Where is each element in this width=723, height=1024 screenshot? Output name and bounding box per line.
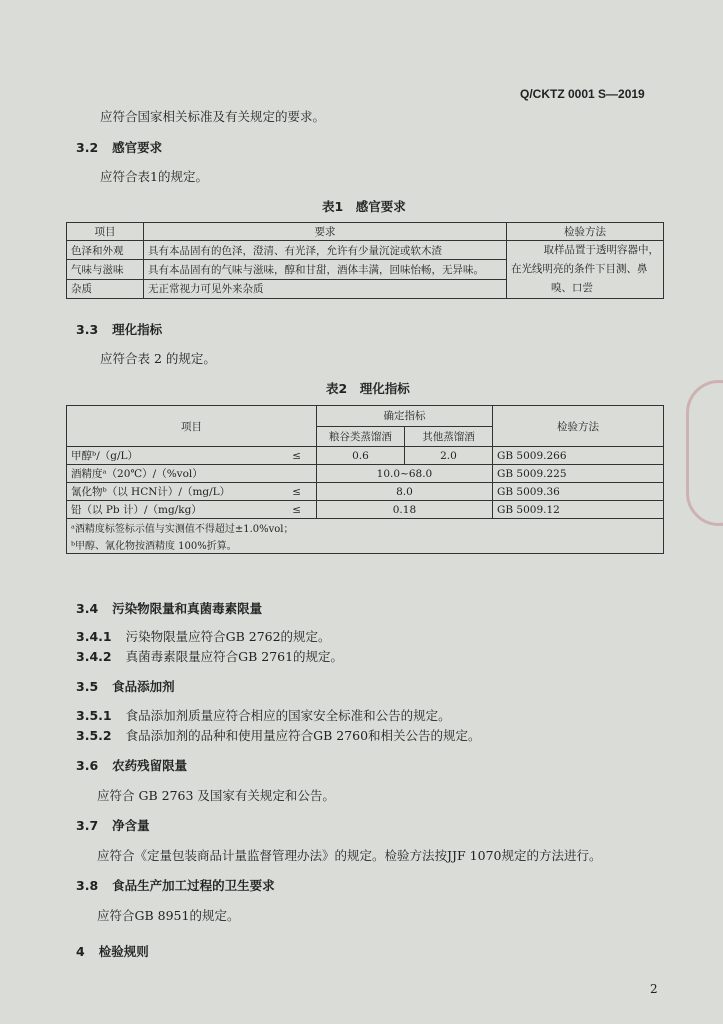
paragraph: 应符合表1的规定。 — [100, 169, 208, 184]
table-cell: 气味与滋味 — [67, 260, 144, 279]
table-cell: 甲醇ᵇ/（g/L） — [67, 447, 278, 465]
section-heading-4: 4 检验规则 — [76, 944, 149, 959]
table-header: 其他蒸馏酒 — [404, 426, 492, 447]
clause-3-4-2: 3.4.2 真菌毒素限量应符合GB 2761的规定。 — [76, 649, 344, 664]
clause-3-4-1: 3.4.1 污染物限量应符合GB 2762的规定。 — [76, 629, 331, 644]
table-cell: GB 5009.225 — [492, 465, 663, 483]
table-header: 项目 — [67, 406, 317, 447]
table-row — [67, 501, 664, 519]
table-note — [67, 519, 664, 537]
footnote-b: ᵇ甲醇、氰化物按酒精度 100%折算。 — [67, 536, 664, 554]
paragraph: 应符合GB 8951的规定。 — [97, 908, 240, 923]
section-heading-3-7: 3.7 净含量 — [76, 818, 150, 833]
table-cell-method: 取样品置于透明容器中， 在光线明亮的条件下目测、鼻 嗅、口尝 — [507, 241, 664, 299]
table-cell: 无正常视力可见外来杂质 — [144, 279, 507, 298]
table-cell: GB 5009.12 — [492, 501, 663, 519]
section-heading-3-3: 3.3 理化指标 — [76, 322, 163, 337]
table-header: 要求 — [144, 223, 507, 241]
footnote-a: ᵃ酒精度标签标示值与实测值不得超过±1.0%vol； — [67, 519, 664, 537]
table-header: 检验方法 — [507, 223, 664, 241]
table-cell: ≤ — [277, 483, 316, 501]
table-cell — [277, 465, 316, 483]
table-header: 确定指标 — [316, 406, 492, 427]
table-cell: 具有本品固有的色泽，澄清、有光泽，允许有少量沉淀或软木渣 — [144, 241, 507, 260]
paragraph: 应符合国家相关标准及有关规定的要求。 — [100, 109, 326, 124]
clause-3-5-1: 3.5.1 食品添加剂质量应符合相应的国家安全标准和公告的规定。 — [76, 708, 451, 723]
table-header: 检验方法 — [492, 406, 663, 447]
document-number: Q/CKTZ 0001 S—2019 — [520, 87, 645, 101]
table-cell: 酒精度ᵃ（20℃）/（%vol） — [67, 465, 278, 483]
paragraph: 应符合表 2 的规定。 — [100, 351, 216, 366]
table2-caption: 表2 理化指标 — [326, 381, 410, 396]
clause-3-5-2: 3.5.2 食品添加剂的品种和使用量应符合GB 2760和相关公告的规定。 — [76, 728, 481, 743]
table-row — [67, 241, 664, 260]
table-row — [67, 447, 664, 465]
paragraph: 应符合《定量包装商品计量监督管理办法》的规定。检验方法按JJF 1070规定的方法进行。 — [97, 848, 602, 863]
table-cell: 0.6 — [316, 447, 404, 465]
table-cell: ≤ — [277, 447, 316, 465]
table-cell: GB 5009.266 — [492, 447, 663, 465]
table-cell: GB 5009.36 — [492, 483, 663, 501]
table-row — [67, 465, 664, 483]
section-heading-3-5: 3.5 食品添加剂 — [76, 679, 175, 694]
table-2 — [66, 405, 664, 554]
paragraph: 应符合 GB 2763 及国家有关规定和公告。 — [97, 788, 335, 803]
table-cell: 铅（以 Pb 计）/（mg/kg） — [67, 501, 278, 519]
table-header: 粮谷类蒸馏酒 — [316, 426, 404, 447]
table-header: 项目 — [67, 223, 144, 241]
official-seal — [686, 380, 723, 526]
section-heading-3-8: 3.8 食品生产加工过程的卫生要求 — [76, 878, 275, 893]
table-cell: 色泽和外观 — [67, 241, 144, 260]
table-note — [67, 536, 664, 554]
table-cell: 10.0~68.0 — [316, 465, 492, 483]
table-cell: 0.18 — [316, 501, 492, 519]
table1-caption: 表1 感官要求 — [322, 199, 406, 214]
section-heading-3-6: 3.6 农药残留限量 — [76, 758, 188, 773]
table-row — [67, 483, 664, 501]
table-cell: 2.0 — [404, 447, 492, 465]
page-number: 2 — [650, 982, 658, 996]
table-cell: 氰化物ᵇ（以 HCN计）/（mg/L） — [67, 483, 278, 501]
section-heading-3-2: 3.2 感官要求 — [76, 140, 163, 155]
table-cell: 8.0 — [316, 483, 492, 501]
table-1 — [66, 222, 664, 299]
table-cell: 具有本品固有的气味与滋味，醇和甘甜，酒体丰满，回味怡畅，无异味。 — [144, 260, 507, 279]
section-heading-3-4: 3.4 污染物限量和真菌毒素限量 — [76, 601, 263, 616]
table-cell: ≤ — [277, 501, 316, 519]
table-cell: 杂质 — [67, 279, 144, 298]
